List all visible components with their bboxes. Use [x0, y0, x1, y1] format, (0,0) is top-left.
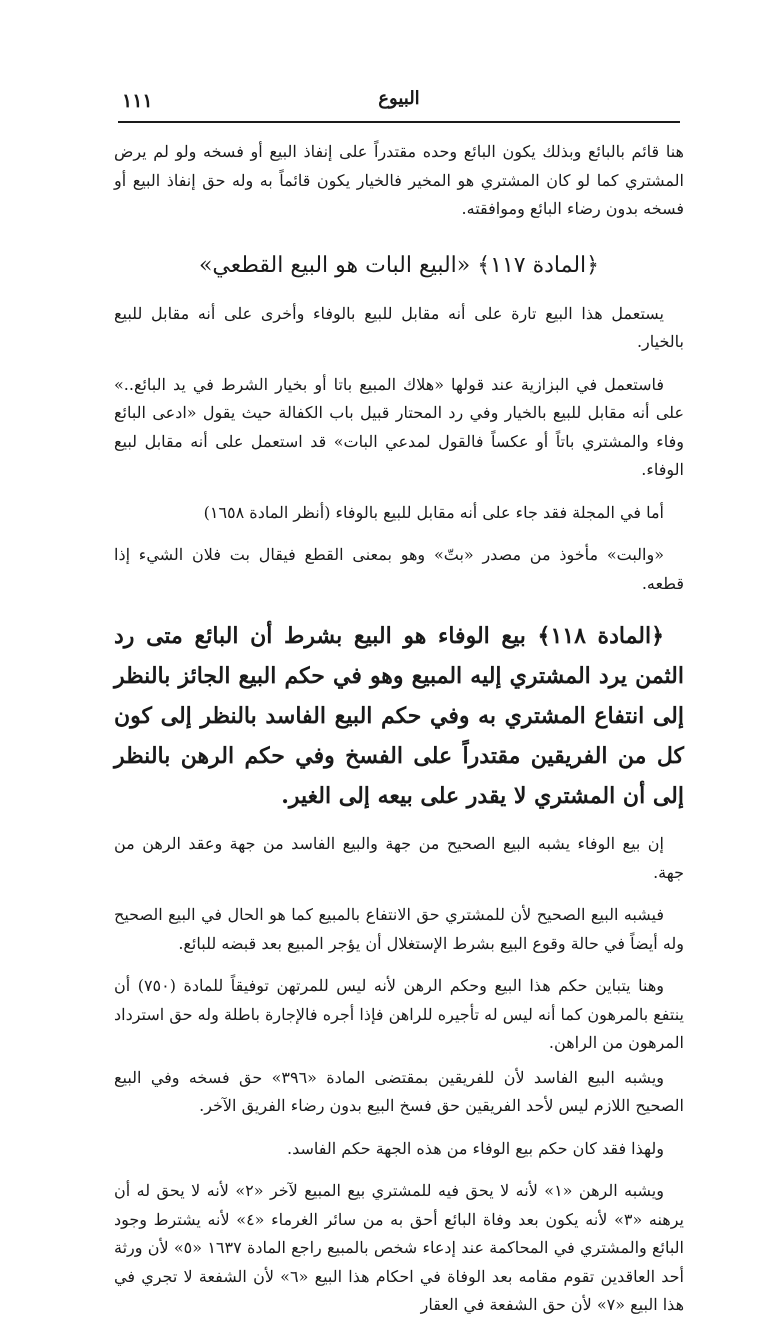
paragraph: أما في المجلة فقد جاء على أنه مقابل للبيع بالوفاء (أنظر المادة ١٦٥٨) [203, 502, 664, 522]
paragraph: ويشبه البيع الفاسد لأن للفريقين بمقتضى المادة «٣٩٦» حق فسخه وفي البيع الصحيح اللازم ليس لأحد الفريقين حق فسخ البيع بدون رضاء الفريق الآخر. [114, 1067, 684, 1115]
paragraph: يستعمل هذا البيع تارة على أنه مقابل للبيع بالوفاء وأخرى على أنه مقابل للبيع بالخيار. [114, 303, 684, 351]
paragraph: «والبت» مأخوذ من مصدر «بتّ» وهو بمعنى القطع فيقال بت فلان الشيء إذا قطعه. [114, 545, 684, 593]
paragraph: ويشبه الرهن «١» لأنه لا يحق فيه للمشتري بيع المبيع لآخر «٢» لأنه لا يحق له أن يرهنه «٣» لأنه يكون بعد وفاة البائع أحق به من سائر الغرماء «٤» لأنه يشترط وجود البائع والمشتري في المحاكمة عند إدعاء شخص بالمبيع راجع المادة ١٦٣٧ «٥» لأن ورثة أحد العاقدين تقوم مقامه بعد الوفاة في احكام هذا البيع «٦» لأن الشفعة لا تجري في هذا البيع «٧» لأن حق الشفعة في العقار [114, 1181, 685, 1314]
paragraph: فيشبه البيع الصحيح لأن للمشتري حق الانتفاع بالمبيع كما هو الحال في البيع الصحيح وله أيضاً في حالة وقوع البيع بشرط الإستغلال أن يؤجر المبيع بعد قبضه للبائع. [114, 905, 684, 953]
paragraph-continuation: هنا قائم بالبائع وبذلك يكون البائع وحده مقتدراً على إنفاذ البيع أو فسخه ولو لم يرض المشتري كما لو كان المشتري هو المخير فالخيار يكون قائماً به وله حق إنفاذ البيع أو فسخه بدون رضاء البائع وموافقته. [114, 142, 684, 218]
running-title: البيوع [378, 88, 420, 109]
paragraph: فاستعمل في البزازية عند قولها «هلاك المبيع باتا أو بخيار الشرط في يد البائع..» على أنه مقابل للبيع بالخيار وفي رد المحتار قبيل باب الكفالة حيث يقول «ادعى البائع وفاء والمشتري باتاً أو عكساً فالقول لمدعي البات» قد استعمل على أنه مقابل لبيع الوفاء. [114, 374, 684, 479]
paragraph: إن بيع الوفاء يشبه البيع الصحيح من جهة والبيع الفاسد من جهة وعقد الرهن من جهة. [114, 834, 684, 882]
paragraph: وهنا يتباين حكم هذا البيع وحكم الرهن لأنه ليس للمرتهن توفيقاً للمادة (٧٥٠) أن ينتفع بالمرهون كما أنه ليس له تأجيره للراهن فإذا أجره فالإجارة باطلة وله حق استرداد المرهون من الراهن. [114, 976, 684, 1052]
page-body [114, 138, 684, 1320]
page-number: ١١١ [122, 90, 153, 112]
article-117-heading: ﴿المادة ١١٧﴾ «البيع البات هو البيع القطعي» [198, 252, 600, 278]
page-header [118, 86, 680, 116]
header-divider [118, 121, 680, 123]
paragraph: ولهذا فقد كان حكم بيع الوفاء من هذه الجهة حكم الفاسد. [287, 1138, 664, 1158]
article-118-text: ﴿المادة ١١٨﴾ بيع الوفاء هو البيع بشرط أن البائع متى رد الثمن يرد المشتري إليه المبيع وهو في حكم البيع الجائز بالنظر إلى انتفاع المشتري به وفي حكم البيع الفاسد بالنظر إلى كون كل من الفريقين مقتدراً على الفسخ وفي حكم الرهن بالنظر إلى أن المشتري لا يقدر على بيعه إلى الغير. [114, 623, 684, 809]
